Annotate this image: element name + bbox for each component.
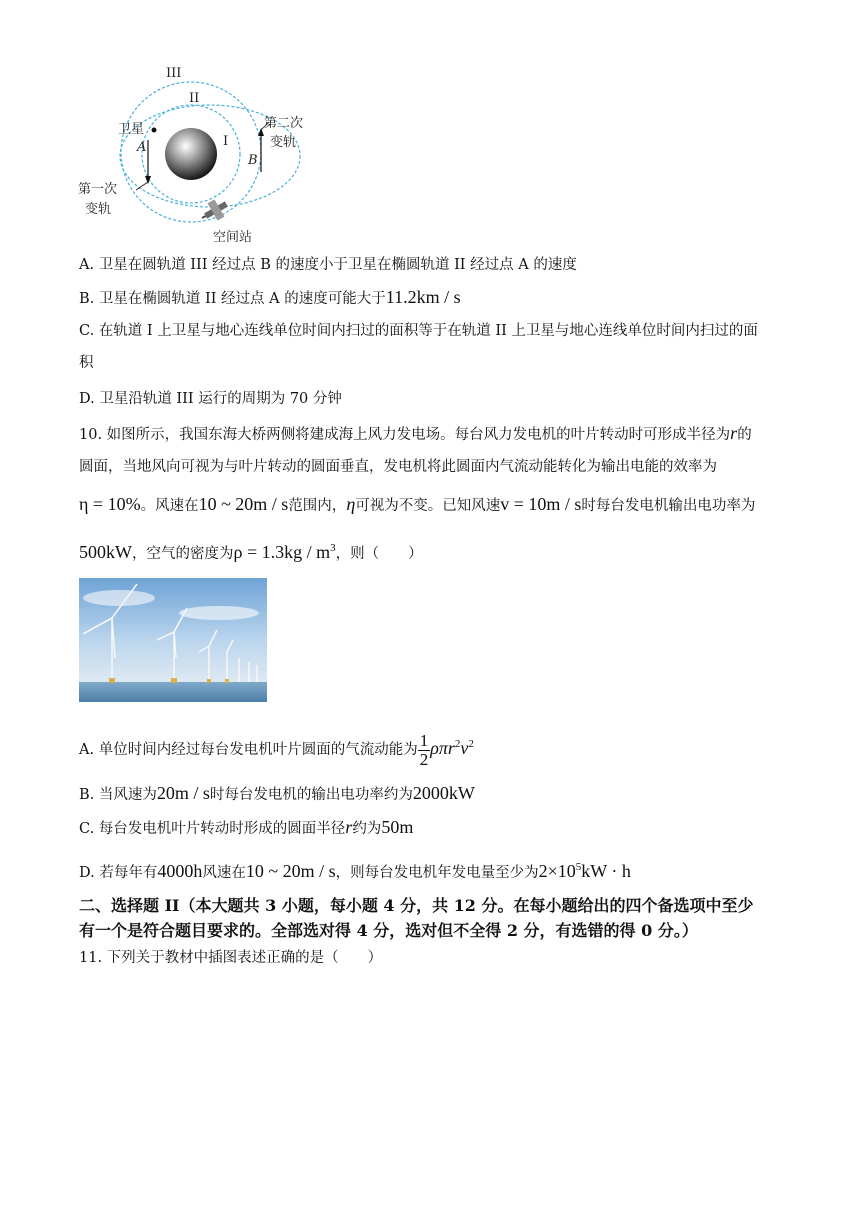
q9-option-b-text: B. 卫星在椭圆轨道 II 经过点 A 的速度可能大于 [79, 291, 386, 307]
second-transfer-label-1: 第二次 [264, 116, 304, 131]
q10-option-d [79, 857, 631, 883]
station-label: 空间站 [213, 230, 253, 245]
q10-option-c-r-symbol: r [345, 817, 353, 837]
q10-option-a-v: v [460, 738, 469, 758]
q10-stem-line1 [79, 423, 752, 445]
q11-stem: 11. 下列关于教材中插图表述正确的是（ ） [79, 950, 383, 966]
wind-farm-photo-svg [79, 578, 267, 702]
q10-text-d: 时每台发电机输出电功率为 [581, 498, 756, 514]
q10-option-d-text-a: D. 若每年有 [79, 865, 158, 881]
orbit-ii-label: II [189, 91, 200, 106]
q10-stem-post: 的 [737, 427, 752, 443]
q10-option-d-energy [539, 861, 631, 881]
q10-density-exp: 3 [330, 542, 336, 554]
q10-option-d-range: 10 ~ 20m / s [245, 861, 336, 881]
q10-option-d-energy-exp: 5 [575, 861, 582, 873]
satellite-dot [152, 128, 157, 133]
q10-option-b-text-b: 时每台发电机的输出电功率约为 [209, 787, 413, 803]
q10-option-d-energy-base: 2×10 [538, 861, 576, 881]
q9-option-d: D. 卫星沿轨道 III 运行的周期为 70 分钟 [79, 391, 342, 407]
q10-density-value: ρ = 1.3kg / m [233, 542, 331, 562]
q10-option-d-text-b: 风速在 [202, 865, 246, 881]
q10-eta-symbol: η [346, 494, 356, 514]
q10-text-b: 范围内， [288, 498, 347, 514]
q10-option-b-text-a: B. 当风速为 [79, 787, 157, 803]
q10-option-d-hours: 4000h [157, 861, 203, 881]
section-2-heading-line2: 有一个是符合题目要求的。全部选对得 4 分，选对但不全得 2 分，有选错的得 0 分。） [79, 921, 698, 940]
q10-fraction-num: 1 [419, 730, 429, 750]
q10-option-a [79, 726, 474, 769]
point-a-label: A [137, 140, 147, 155]
q10-option-c-text-b: 约为 [352, 821, 382, 837]
q10-option-a-fraction [418, 732, 431, 769]
orbit-diagram [70, 60, 350, 250]
q10-option-d-text-c: ，则每台发电机年发电量至少为 [335, 865, 539, 881]
q10-wind-speed: v = 10m / s [500, 494, 582, 514]
q10-eta-eq: η = 10% [79, 494, 141, 514]
q9-option-c-line1: C. 在轨道 I 上卫星与地心连线单位时间内扫过的面积等于在轨道 II 上卫星与地心连线单位时间内扫过的面 [79, 323, 758, 339]
q10-stem-line3 [79, 494, 755, 516]
q10-option-c [79, 817, 413, 839]
orbit-diagram-svg [70, 60, 350, 250]
q10-text-a: 。风速在 [140, 498, 199, 514]
orbit-iii-label: III [166, 66, 182, 81]
q10-fraction-den: 2 [419, 749, 429, 769]
q9-option-c-line2: 积 [79, 355, 94, 371]
first-transfer-label-1: 第一次 [78, 182, 118, 197]
q9-option-b [79, 287, 461, 309]
point-b-label: B [248, 153, 258, 168]
q10-option-c-text-a: C. 每台发电机叶片转动时形成的圆面半径 [79, 821, 346, 837]
q10-wind-range: 10 ~ 20m / s [198, 494, 289, 514]
q10-stem-line2: 圆面，当地风向可视为与叶片转动的圆面垂直，发电机将此圆面内气流动能转化为输出电能的效率为 [79, 459, 717, 475]
q10-r: r [730, 423, 738, 443]
q10-text-f: ，则（ ） [335, 546, 423, 562]
q9-option-b-value: 11.2km / s [385, 287, 461, 307]
first-transfer-label-2: 变轨 [85, 202, 112, 217]
earth [165, 128, 217, 180]
q10-option-a-expr: $\rho\pi r^2v^2$ [430, 738, 474, 758]
q10-stem-line4 [79, 538, 423, 564]
q10-text-c: 可视为不变。已知风速 [355, 498, 501, 514]
q10-option-a-text: A. 单位时间内经过每台发电机叶片圆面的气流动能为 [79, 742, 418, 758]
space-station-icon [197, 195, 231, 226]
second-transfer-label-2: 变轨 [270, 135, 297, 150]
q10-option-a-rho-pi-r: ρπr [430, 738, 455, 758]
q10-eta [346, 494, 355, 514]
q10-option-b-speed: 20m / s [156, 783, 210, 803]
q10-density [234, 542, 336, 562]
wind-farm-photo [79, 578, 267, 702]
q10-stem-text: 10. 如图所示，我国东海大桥两侧将建成海上风力发电场。每台风力发电机的叶片转动时可形成半径为 [79, 427, 731, 443]
q10-option-b [79, 783, 475, 805]
q9-option-a: A. 卫星在圆轨道 III 经过点 B 的速度小于卫星在椭圆轨道 II 经过点 A 的速度 [79, 257, 577, 273]
orbit-i-label: I [223, 134, 229, 149]
q10-power: 500kW [79, 542, 132, 562]
q10-text-e: ，空气的密度为 [132, 546, 234, 562]
q10-option-c-value: 50m [381, 817, 414, 837]
q10-option-b-power: 2000kW [412, 783, 475, 803]
section-2-heading-line1: 二、选择题 II（本大题共 3 小题，每小题 4 分，共 12 分。在每小题给出的四个备选项中至少 [79, 896, 754, 915]
q10-option-d-energy-unit: kW · h [581, 861, 631, 881]
satellite-label: 卫星 [118, 122, 145, 137]
